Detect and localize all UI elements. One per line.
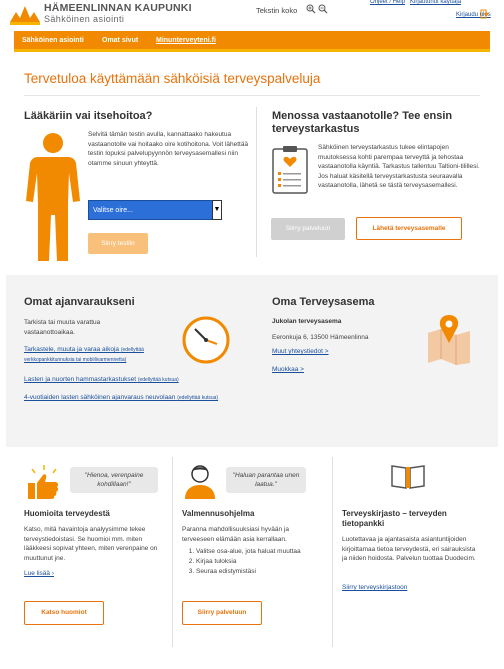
main-content xyxy=(6,55,498,669)
card-2-description: Paranna mahdollisuuksiasi hyvään ja terveeseen elämään asia kerrallaan. xyxy=(182,526,289,543)
coaching-step: 3. Seuraa edistymistäsi xyxy=(196,567,316,577)
title-divider xyxy=(24,95,480,96)
other-contacts-link[interactable]: Muut yhteystiedot > xyxy=(272,348,329,355)
person-figure-icon xyxy=(24,131,82,263)
edit-station-link[interactable]: Muokkaa > xyxy=(272,366,304,373)
text-size-label: Tekstin koko xyxy=(256,6,298,15)
card-1-heading: Huomioita terveydestä xyxy=(24,509,110,518)
view-insights-button[interactable]: Katso huomiot xyxy=(24,601,104,625)
symptom-select-value: Valitse oire... xyxy=(93,207,133,214)
doctor-description: Selvitä tämän testin avulla, kannattaako hakeutua vastaanotolle vai hoitaako oire kotihoitona. Voit lähettää testin lopuksi palvelupyynnön terveysasemallesi niin otamme sinuun yhteyttä. xyxy=(88,131,249,167)
card-2-quote-bubble: "Haluan parantaa unen laatua." xyxy=(226,467,306,493)
coaching-steps-list xyxy=(186,547,316,577)
card-divider-2 xyxy=(332,457,333,647)
card-1-quote-bubble: "Hienoa, verenpaine kohdillaan!" xyxy=(70,467,158,493)
manage-appointments-link[interactable]: Tarkastele, muuta ja varaa aikoja (edellyttää verkkopankkitunnuksia tai mobiilivarmennetta) xyxy=(24,346,144,363)
visit-heading: Menossa vastaanotolle? Tee ensin terveystarkastus xyxy=(272,110,453,135)
zoom-in-icon[interactable] xyxy=(306,4,316,14)
nav-item-my-health[interactable]: Minunterveyteni.fi xyxy=(156,37,216,44)
top-help-link[interactable]: Ohjeet / Help xyxy=(370,0,406,5)
main-nav xyxy=(14,31,490,52)
bookings-heading: Omat ajanvaraukseni xyxy=(24,296,135,308)
chevron-down-icon[interactable]: ▼ xyxy=(212,200,222,220)
card-1-description: Katso, mitä havaintoja analyysimme tekee terveystiedoistasi. Se huomioi mm. miten lääkkeesi sopivat yhteen, miten verenpaine on muuttunut jne. xyxy=(24,526,158,562)
city-crest-logo-icon[interactable] xyxy=(8,2,42,26)
zoom-out-icon[interactable] xyxy=(318,4,328,14)
clock-icon xyxy=(181,315,231,365)
read-more-link[interactable]: Lue lisää › xyxy=(24,570,54,577)
thumbs-up-icon xyxy=(22,463,66,501)
send-to-station-button[interactable]: Lähetä terveysasemalle xyxy=(356,217,462,240)
open-book-icon xyxy=(390,463,426,489)
section-divider xyxy=(256,107,257,257)
site-header xyxy=(0,0,504,30)
child-clinic-booking-link[interactable]: 4-vuotiaiden lasten sähköinen ajanvaraus neuvolaan (edellyttää kutsua) xyxy=(24,394,219,401)
logout-link[interactable]: Kirjaudu ulos xyxy=(456,12,491,18)
child-dental-link[interactable]: Lasten ja nuorten hammastarkastukset (edellyttää kutsua) xyxy=(24,376,179,383)
card-divider-1 xyxy=(172,457,173,647)
org-subtitle: Sähköinen asiointi xyxy=(44,14,125,24)
coach-person-icon xyxy=(182,463,218,499)
health-library-link[interactable]: Siirry terveyskirjastoon xyxy=(342,584,408,591)
logout-icon[interactable] xyxy=(480,9,489,19)
clipboard-checklist-icon xyxy=(271,145,309,195)
coaching-step: 1. Valitse osa-alue, jota haluat muuttaa xyxy=(196,547,316,557)
go-to-test-button[interactable]: Siirry testiin xyxy=(88,233,148,254)
card-3-description: Luotettavaa ja ajantasaista asiantuntijoiden kirjoittamaa tietoa terveydestä, eri sairauksista ja niiden hoidosta. Palvelun tuottaa Duodecim. xyxy=(342,536,476,562)
top-user-link[interactable]: Kirjautunut käyttäjä xyxy=(410,0,462,5)
map-pin-icon xyxy=(426,313,472,365)
visit-description: Sähköinen terveystarkastus tukee elintapojen muutoksessa kohti parempaa terveyttä ja tehostaa vastaanotolla käyntiä. Tarkastus tallentuu Taltioni-tilillesi. Jos haluat käsitellä terveystarkastusta seuraavalla vastaanotolla, lähetä se tästä terveysasemallesi. xyxy=(318,144,480,189)
station-address: Eeronkuja 6, 13500 Hämeenlinna xyxy=(272,334,369,341)
card-2-heading: Valmennusohjelma xyxy=(182,509,255,518)
nav-item-my-pages[interactable]: Omat sivut xyxy=(102,37,139,44)
coaching-go-to-service-button[interactable]: Siirry palveluun xyxy=(182,601,262,625)
card-3-heading: Terveyskirjasto – terveyden tietopankki xyxy=(342,509,447,528)
page-title: Tervetuloa käyttämään sähköisiä terveyspalveluja xyxy=(24,71,321,86)
symptom-select[interactable] xyxy=(88,200,222,220)
coaching-step: 2. Kirjaa tuloksia xyxy=(196,557,316,567)
org-name: HÄMEENLINNAN KAUPUNKI xyxy=(44,2,192,14)
station-name: Jukolan terveysasema xyxy=(272,318,342,325)
station-heading: Oma Terveysasema xyxy=(272,296,375,308)
doctor-heading: Lääkäriin vai itsehoitoa? xyxy=(24,110,153,122)
bookings-description: Tarkista tai muuta varattua vastaanottoaikaa. xyxy=(24,319,101,336)
go-to-service-button-disabled[interactable]: Siirry palveluun xyxy=(271,218,345,240)
nav-item-e-services[interactable]: Sähköinen asiointi xyxy=(22,37,84,44)
